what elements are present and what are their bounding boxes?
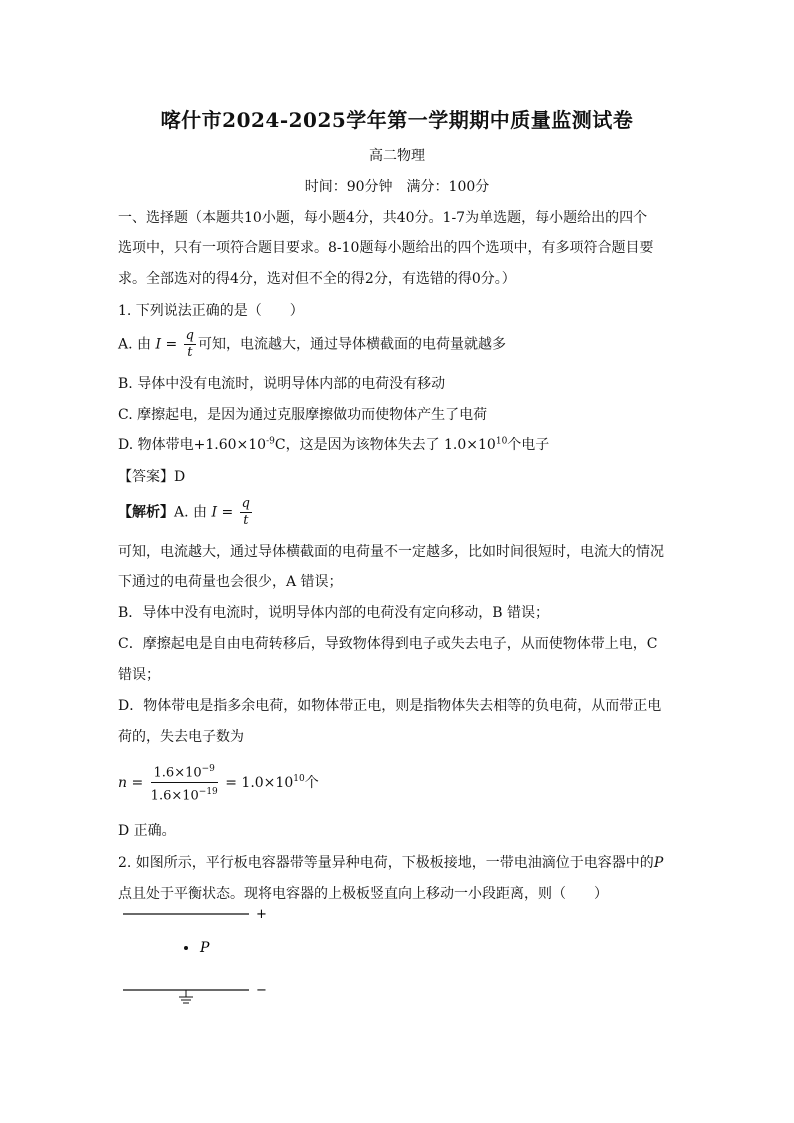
capacitor-diagram: [118, 900, 278, 1010]
explanation-a-line-2: 下通过的电荷量也会很少，A 错误；: [118, 574, 343, 590]
q2-point-var: P: [653, 855, 664, 871]
q-over-t-fraction: [184, 328, 196, 361]
explanation-d-line-1: D．物体带电是指多余电荷，如物体带正电，则是指物体失去相等的负电荷，从而带正电: [118, 698, 662, 714]
section-intro-line-2: 选项中，只有一项符合题目要求。8-10题每小题给出的四个选项中，有多项符合题目要: [118, 240, 654, 256]
option-a-text: 可知，电流越大，通过导体横截面的电荷量就越多: [197, 336, 506, 353]
fraction-denominator: t: [187, 345, 193, 360]
option-d-part-2: C，这是因为该物体失去了 1.0×10: [274, 437, 496, 453]
q2-stem-text: 2. 如图所示，平行板电容器带等量异种电荷，下极板接地，一带电油滴位于电容器中的: [118, 855, 654, 871]
minus-sign: −: [256, 983, 267, 998]
q1-option-c: C. 摩擦起电，是因为通过克服摩擦做功而使物体产生了电荷: [118, 407, 488, 423]
exam-time-info: 时间：90分钟 满分：100分: [304, 179, 490, 195]
explanation-a-line-1: 可知，电流越大，通过导体横截面的电荷量不一定越多，比如时间很短时，电流大的情况: [118, 544, 664, 560]
explanation-b: B．导体中没有电流时，说明导体内部的电荷没有定向移动，B 错误；: [118, 605, 550, 621]
q1-stem: 1. 下列说法正确的是（ ）: [118, 303, 304, 319]
fraction-numerator: q: [241, 496, 250, 511]
q1-explanation-a: [118, 496, 254, 529]
exam-title: 喀什市2024-2025学年第一学期期中质量监测试卷: [160, 108, 634, 132]
formula-fraction: [151, 760, 218, 806]
formula-equals: =: [127, 774, 148, 791]
plus-sign: +: [256, 907, 267, 922]
formula-rhs-exponent: 10: [293, 774, 305, 785]
option-d-exponent-2: 10: [495, 436, 508, 447]
q1-option-b: B. 导体中没有电流时，说明导体内部的电荷没有移动: [118, 376, 446, 392]
formula-denominator: [151, 783, 218, 805]
numerator-exponent: −9: [201, 764, 215, 774]
formula-unit: 个: [304, 774, 319, 791]
section-intro-line-1: 一、选择题（本题共10小题，每小题4分，共40分。1-7为单选题，每小题给出的四个: [118, 210, 648, 226]
denominator-base: 1.6×10: [150, 788, 199, 804]
explanation-a-prefix: A. 由: [174, 504, 208, 521]
electron-count-formula: [118, 760, 319, 806]
point-p-label: P: [200, 940, 210, 956]
equals-sign: =: [217, 504, 238, 521]
option-d-exponent-1: -9: [266, 436, 275, 447]
formula-rhs: = 1.0×10: [220, 774, 294, 791]
numerator-base: 1.6×10: [153, 765, 202, 781]
formula-numerator: [151, 760, 218, 783]
current-variable: I: [211, 504, 217, 521]
formula-n: n: [118, 774, 128, 791]
section-intro-line-3: 求。全部选对的得4分，选对但不全的得2分，有选错的得0分。）: [118, 271, 516, 287]
explanation-label: 【解析】: [118, 504, 174, 521]
ground-icon: [179, 990, 193, 1003]
exam-subject: 高二物理: [369, 148, 425, 164]
fraction-numerator: q: [185, 328, 194, 343]
denominator-exponent: −19: [198, 787, 218, 798]
current-variable: I: [155, 336, 161, 353]
q1-option-d: [118, 434, 549, 454]
option-d-part-3: 个电子: [507, 437, 550, 453]
q-over-t-fraction: [240, 496, 252, 529]
q2-stem-line-2: 点且处于平衡状态。现将电容器的上极板竖直向上移动一小段距离，则（ ）: [118, 886, 608, 902]
oil-droplet-point: [184, 946, 188, 950]
option-a-prefix: A. 由: [118, 336, 152, 353]
q1-answer: 【答案】D: [118, 469, 186, 485]
d-correct: D 正确。: [118, 823, 176, 839]
equals-sign: =: [161, 336, 182, 353]
option-d-part-1: D. 物体带电+1.60×10: [118, 437, 267, 453]
explanation-c-line-2: 错误；: [118, 667, 160, 683]
explanation-c-line-1: C．摩擦起电是自由电荷转移后，导致物体得到电子或失去电子，从而使物体带上电，C: [118, 636, 658, 652]
fraction-denominator: t: [243, 513, 249, 528]
explanation-d-line-2: 荷的，失去电子数为: [118, 729, 244, 745]
q1-option-a: [118, 328, 506, 361]
q2-stem-line-1: [118, 852, 663, 872]
